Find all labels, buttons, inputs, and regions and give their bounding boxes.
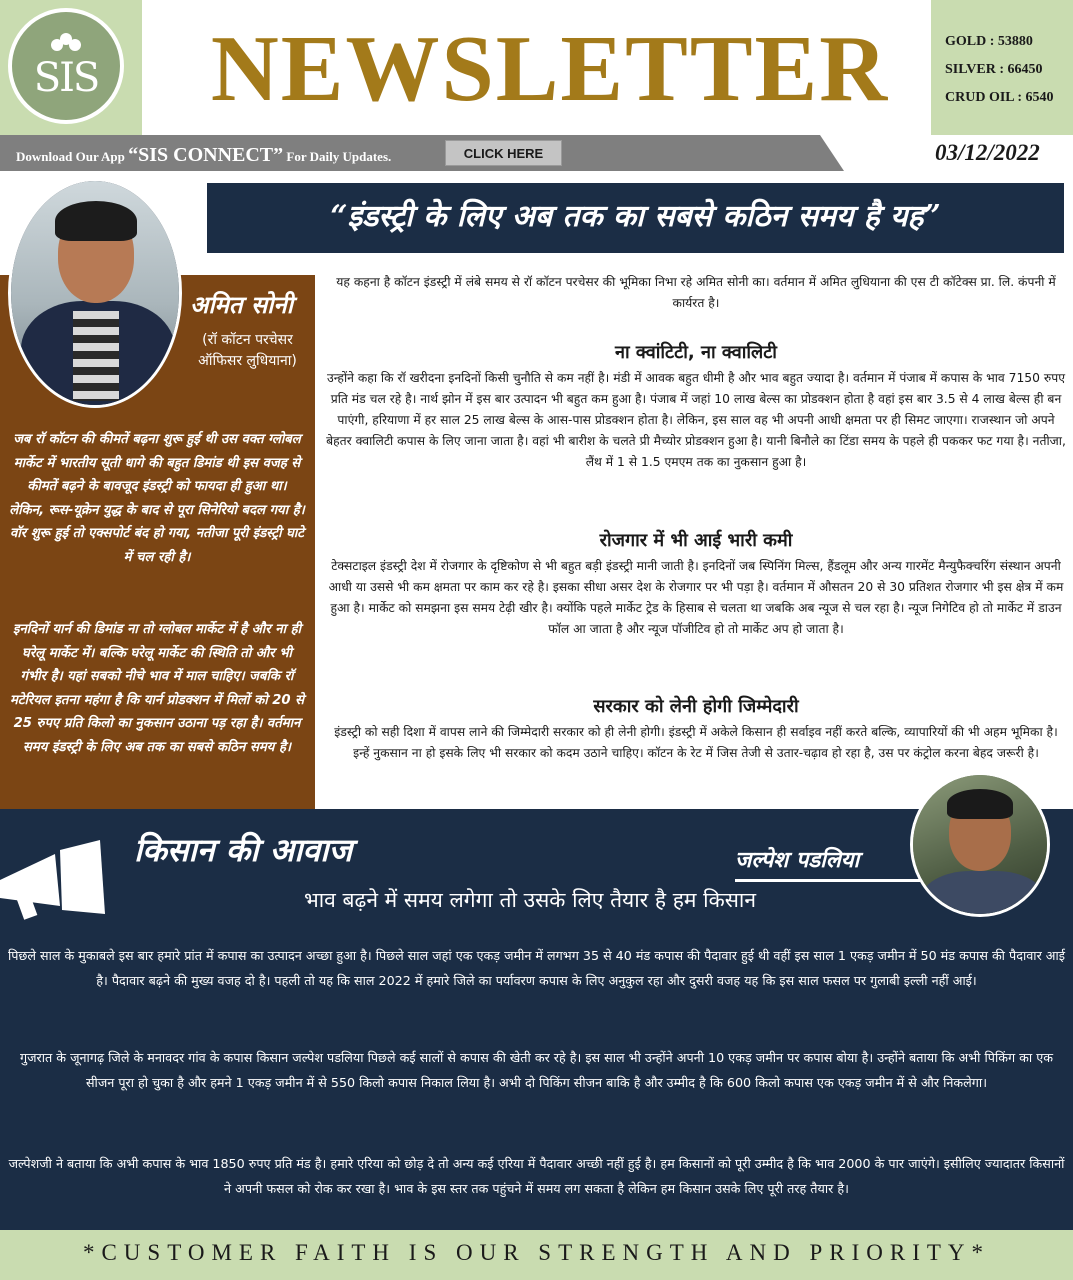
app-suffix: For Daily Updates. — [286, 149, 392, 164]
amit-soni-photo — [8, 178, 182, 408]
jalpesh-padaliya-photo — [910, 772, 1050, 917]
section-body-employment: टेक्सटाइल इंडस्ट्री देश में रोजगार के दृष्टिकोण से भी बहुत बड़ी इंडस्ट्री मानी जाती है। इनदिनों जब स्पिनिंग मिल्स, हैंडलूम और अन्य गारमेंट मैन्युफैक्चरिंग संस्थान अपनी आधी या उससे भी कम क्षमता पर काम कर रहे है। इसका सीधा असर देश के रोजगार पर भी पड़ा है। वर्तमान में औसतन 20 से 30 प्रतिशत रोजगार भी इस क्षेत्र में कम हुआ है। मार्केट को समझना इस समय टेढ़ी खीर है। क्योंकि पहले मार्केट ट्रेड के हिसाब से चलता था जबकि अब न्यूज से चल रहा है। न्यूज निगेटिव हो तो मार्केट में डाउन फॉल आ जाता है और न्यूज पॉजीटिव हो तो मार्केट अप हो जाता है। — [328, 559, 1064, 636]
crude-oil-rate: CRUD OIL : 6540 — [945, 90, 1054, 105]
section-body-quantity: उन्होंने कहा कि रॉ खरीदना इनदिनों किसी चुनौति से कम नहीं है। मंडी में आवक बहुत धीमी है और भाव बहुत ज्यादा है। वर्तमान में पंजाब में कपास के भाव 7150 रुपए प्रति मंड चल रहे है। नार्थ झोन में इस बार उत्पादन भी बहुत कम हुआ है। पंजाब में जहां 10 लाख बेल्स का प्रोडक्शन होता है वहां इस बार 3.5 से 4 लाख बेल्स ही बन पाएंगी, हरियाणा में हर साल 25 लाख बेल्स के आस-पास प्रोडक्शन होता है। लेकिन, इस साल वह भी अपनी आधी क्षमता पर ही सिमट जाएगा। राजस्थान जो अपने बेहतर क्वालिटी कपास के लिए जाना जाता है। वहां भी बारीश के चलते प्री मैच्योर प्रोडक्शन हुआ है। यानी बिनौले का टिंडा समय के पहले ही पककर फट गया है। नतीजा, लैंथ में 1 से 1.5 एमएम तक का नुकसान हुआ है। — [326, 371, 1066, 469]
masthead-title: NEWSLETTER — [210, 17, 890, 121]
commodity-rates — [931, 0, 1073, 135]
farmer-paragraph-1: पिछले साल के मुकाबले इस बार हमारे प्रांत में कपास का उत्पादन अच्छा हुआ है। पिछले साल जहां एक एकड़ जमीन में लगभग 35 से 40 मंड कपास की पैदावार हुई थी वहीं इस साल 1 एकड़ जमीन में 50 मंड कपास की पैदावार आई है। पैदावार बढ़ने की मुख्य वजह दो है। पहली तो यह कि साल 2022 में हमारे जिले का पर्यावरण कपास के लिए अनुकुल रहा और दुसरी वजह यह कि इस साल फसल पर गुलाबी इल्ली नहीं आई। — [8, 948, 1065, 988]
farmer-voice-title: किसान की आवाज — [134, 831, 353, 869]
app-name: “SIS CONNECT” — [128, 144, 284, 166]
app-download-text — [16, 144, 391, 167]
farmer-voice-subtitle: भाव बढ़ने में समय लगेगा तो उसके लिए तैयार है हम किसान — [303, 888, 756, 912]
farmer-paragraph-3: जल्पेशजी ने बताया कि अभी कपास के भाव 1850 रुपए प्रति मंड है। हमारे एरिया को छोड़ दे तो अन्य कई एरिया में पैदावार अच्छी नहीं हुई है। हम किसानों को पूरी उम्मीद है कि भाव 2000 के पार जाएंगे। इसीलिए ज्यादातर किसानों ने अपनी फसल को रोक कर रखा है। भाव के इस स्तर तक पहुंचने में समय लग सकता है लेकिन हम किसान उसके लिए पूरी तरह तैयार है। — [8, 1156, 1065, 1196]
footer-slogan: *CUSTOMER FAITH IS OUR STRENGTH AND PRIORITY* — [0, 1230, 1073, 1280]
section-body-government: इंडस्ट्री को सही दिशा में वापस लाने की जिम्मेदारी सरकार को ही लेनी होगी। इंडस्ट्री में अकेले किसान ही सर्वाइव नहीं करते बल्कि, व्यापारियों की भी अहम भूमिका है। इन्हें नुकसान ना हो इसके लिए भी सरकार को कदम उठाने चाहिए। कॉटन के रेट में जिस तेजी से उतार-चढ़ाव हो रहा है, उस पर कंट्रोल करना बेहद जरूरी है। — [334, 725, 1058, 760]
section-heading-government: सरकार को लेनी होगी जिम्मेदारी — [593, 696, 799, 717]
interviewee-name: अमित सोनी — [190, 290, 293, 319]
name-underline — [735, 879, 920, 882]
silver-rate: SILVER : 66450 — [945, 62, 1043, 77]
section-heading-quantity: ना क्वांटिटी, ना क्वालिटी — [615, 342, 777, 363]
sidebar-paragraph-2: इनदिनों यार्न की डिमांड ना तो ग्लोबल मार्केट में है और ना ही घरेलू मार्केट में। बल्कि घरेलू मार्केट की स्थिति तो और भी गंभीर है। यहां सबको नीचे भाव में माल चाहिए। जबकि रॉ मटेरियल इतना महंगा है कि यार्न प्रोडक्शन में मिलों को 20 से 25 रुपए प्रति किलो का नुकसान उठाना पड़ रहा है। वर्तमान समय इंडस्ट्री के लिए अब तक का सबसे कठिन समय है। — [9, 622, 305, 755]
section-heading-employment: रोजगार में भी आई भारी कमी — [599, 530, 793, 551]
issue-date: 03/12/2022 — [935, 140, 1040, 165]
app-prefix: Download Our App — [16, 149, 125, 164]
gold-rate: GOLD : 53880 — [945, 34, 1033, 49]
cotton-flower-icon — [51, 33, 81, 55]
sidebar-paragraph-1: जब रॉ कॉटन की कीमतें बढ़ना शुरू हुई थी उस वक्त ग्लोबल मार्केट में भारतीय सूती धागे की बहुत डिमांड थी इस वजह से कीमतें बढ़ने के बावजूद इंडस्ट्री को फायदा ही हुआ था। लेकिन, रूस-यूक्रेन युद्ध के बाद से पूरा सिनेरियो बदल गया है। वॉर शुरू हुई तो एक्सपोर्ट बंद हो गया, नतीजा पूरी इंडस्ट्री घाटे में चल रही है। — [9, 432, 305, 565]
main-headline: “इंडस्ट्री के लिए अब तक का सबसे कठिन समय है यह” — [207, 183, 1064, 253]
megaphone-icon — [0, 840, 110, 920]
click-here-button[interactable]: CLICK HERE — [445, 140, 562, 166]
farmer-name: जल्पेश पडलिया — [735, 847, 860, 873]
sis-logo — [8, 8, 124, 124]
interviewee-role: (रॉ कॉटन परचेसर ऑफिसर लुधियाना) — [198, 332, 297, 369]
logo-panel — [0, 0, 142, 135]
article-intro: यह कहना है कॉटन इंडस्ट्री में लंबे समय से रॉ कॉटन परचेसर की भूमिका निभा रहे अमित सोनी का। वर्तमान में अमित लुधियाना की एस टी कॉटेक्स प्रा. लि. कंपनी में कार्यरत है। — [336, 275, 1056, 310]
farmer-paragraph-2: गुजरात के जूनागढ़ जिले के मनावदर गांव के कपास किसान जल्पेश पडलिया पिछले कई सालों से कपास की खेती कर रहे है। इस साल भी उन्होंने अपनी 10 एकड़ जमीन पर कपास बोया है। उन्होंने बताया कि अभी पिकिंग का एक सीजन पूरा हो चुका है और हमने 1 एकड़ जमीन में से 550 किलो कपास निकाल लिया है। अभी दो पिकिंग सीजन बाकि है और उम्मीद है कि 600 किलो कपास एक एकड़ जमीन में से और निकलेगा। — [20, 1050, 1053, 1090]
logo-text: SIS — [33, 55, 99, 101]
